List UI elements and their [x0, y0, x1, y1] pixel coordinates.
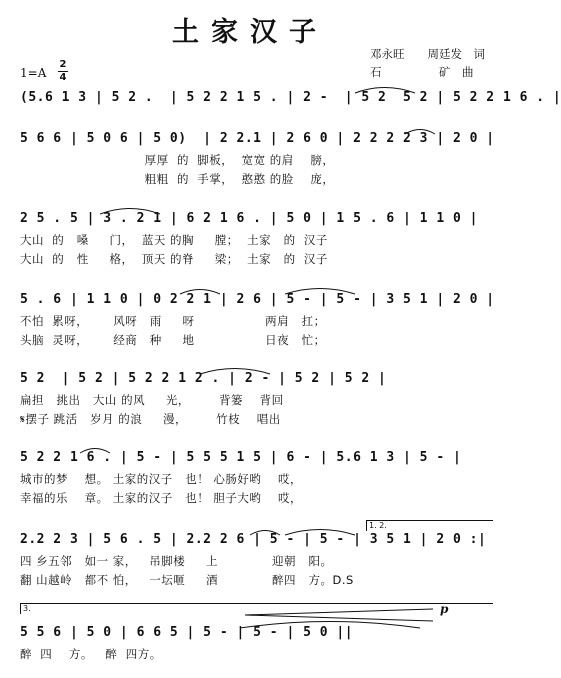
lyric-line-8a: 醉 四 方。 醉 四方。 [20, 647, 162, 661]
lyric-line-7b: 翻 山越岭 都不 怕， 一坛咂 酒 醉四 方。D.S [20, 573, 354, 587]
lyric-line-7a: 四 乡五邻 如一 家， 吊脚楼 上 迎朝 阳。 [20, 554, 333, 568]
notation-line-8: 5 5 6 | 5 0 | 6 6 5 | 5 - | 5 - | 5 0 || [20, 625, 354, 640]
time-signature [58, 60, 68, 83]
lyric-line-4a: 不怕 累呀， 风呀 雨 呀 两肩 扛； [20, 314, 326, 328]
lyric-line-5b: 𝄋摆子 跳活 岁月 的浪 漫， 竹枝 唱出 [20, 412, 281, 426]
lyric-line-5a: 扁担 挑出 大山 的风 光， 背篓 背回 [20, 393, 284, 407]
slur-marks-line-1 [0, 82, 500, 94]
lyric-line-2a: 厚厚 的 脚板， 宽宽 的肩 膀， [20, 153, 335, 167]
lyric-line-6a: 城市的梦 想。 土家的汉子 也！ 心肠好哟 哎， [20, 472, 303, 486]
notation-line-1: (5.6 1 3 | 5 2 . | 5 2 2 1 5 . | 2 - | 5 2 5 2 | 5 2 2 1 6 . | [20, 90, 561, 105]
dynamic-marking: p [440, 602, 449, 616]
notation-line-7: 2.2 2 3 | 5 6 . 5 | 2.2 2 6 | 5 - | 5 - | 3 5 1 | 2 0 :| [20, 532, 487, 547]
song-title: 土家汉子 [172, 17, 328, 48]
lyricist-credit: 邓永旺 周廷发 词 [370, 47, 485, 61]
notation-line-3: 2 5 . 5 | 3 . 2 1 | 6 2 1 6 . | 5 0 | 1 5 . 6 | 1 1 0 | [20, 211, 478, 226]
second-ending-bracket: 3. [20, 603, 493, 614]
time-signature-top: 2 [59, 59, 67, 70]
slur-marks-line-4 [0, 283, 500, 295]
notation-line-6: 5 2 2 1 6 . | 5 - | 5 5 5 1 5 | 6 - | 5.6 1 3 | 5 - | [20, 450, 462, 465]
lyric-line-6b: 幸福的乐 章。 土家的汉子 也！ 胆子大哟 哎， [20, 491, 303, 505]
lyric-line-3a: 大山 的 嗓 门， 蓝天 的胸 膛； 土家 的 汉子 [20, 233, 328, 247]
composer-credit: 石 矿 曲 [370, 65, 474, 79]
key-signature: 1=A [20, 66, 47, 80]
lyric-line-4b: 头脑 灵呀， 经商 种 地 日夜 忙； [20, 333, 326, 347]
slur-marks-line-2 [0, 123, 500, 135]
lyric-line-2b: 粗粗 的 手掌， 憨憨 的脸 庞， [20, 172, 335, 186]
time-signature-bottom: 4 [59, 72, 67, 83]
notation-line-2: 5 6 6 | 5 0 6 | 5 0) | 2 2.1 | 2 6 0 | 2 2 2 2 3 | 2 0 | [20, 131, 495, 146]
notation-line-5: 5 2 | 5 2 | 5 2 2 1 2 . | 2 - | 5 2 | 5 2 | [20, 371, 387, 386]
lyric-line-3b: 大山 的 性 格， 顶天 的脊 梁； 土家 的 汉子 [20, 252, 328, 266]
slur-marks-line-6 [0, 442, 500, 454]
slur-marks-line-7 [0, 524, 500, 536]
notation-line-4: 5 . 6 | 1 1 0 | 0 2 2 1 | 2 6 | 5 - | 5 - | 3 5 1 | 2 0 | [20, 292, 495, 307]
first-ending-bracket: 1. 2. [366, 520, 493, 531]
slur-marks-line-5 [0, 363, 500, 375]
slur-marks-line-8 [0, 617, 500, 629]
slur-marks-line-3 [0, 203, 500, 215]
